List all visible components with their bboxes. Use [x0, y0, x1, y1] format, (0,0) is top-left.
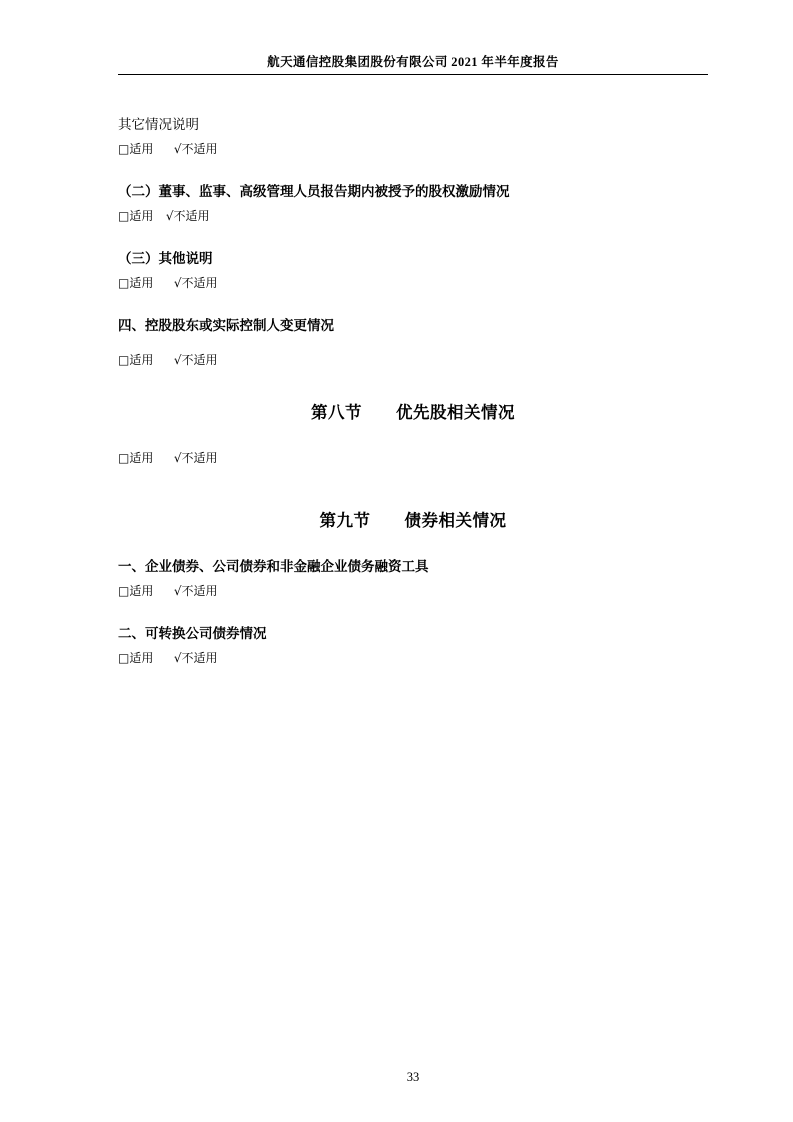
- heading-other-notes: 其它情况说明: [118, 117, 199, 132]
- checkbox-applicable[interactable]: □适用: [118, 584, 154, 598]
- spacer: [118, 536, 708, 554]
- checkbox-applicable[interactable]: □适用: [118, 353, 154, 367]
- heading-equity-incentive: （二）董事、监事、高级管理人员报告期内被授予的股权激励情况: [118, 184, 510, 199]
- spacer: [118, 428, 708, 446]
- checkbox-not-applicable-checked[interactable]: √不适用: [173, 276, 218, 290]
- checkbox-applicable[interactable]: □适用: [118, 209, 154, 223]
- spacer: [118, 228, 708, 246]
- section-title-nine: [118, 506, 708, 536]
- header-divider: [118, 74, 708, 75]
- applicability-row: [118, 348, 708, 372]
- checkbox-applicable[interactable]: □适用: [118, 651, 154, 665]
- section-title-eight: [118, 398, 708, 428]
- page-content: [118, 0, 708, 1122]
- section-number: 第八节: [311, 403, 362, 422]
- applicability-row: [118, 446, 708, 470]
- heading-other-explanation: （三）其他说明: [118, 251, 213, 266]
- section-number: 第九节: [319, 511, 371, 530]
- checkbox-not-applicable-checked[interactable]: √不适用: [173, 142, 218, 156]
- applicability-row: [118, 137, 708, 161]
- spacer: [118, 161, 708, 179]
- checkbox-applicable[interactable]: □适用: [118, 142, 154, 156]
- spacer: [118, 338, 708, 348]
- applicability-row: [118, 579, 708, 603]
- checkbox-applicable[interactable]: □适用: [118, 451, 154, 465]
- checkbox-not-applicable-checked[interactable]: √不适用: [173, 584, 218, 598]
- heading-controlling-shareholder-change: 四、控股股东或实际控制人变更情况: [118, 318, 334, 333]
- checkbox-applicable[interactable]: □适用: [118, 276, 154, 290]
- spacer: [118, 603, 708, 621]
- checkbox-not-applicable-checked[interactable]: √不适用: [173, 353, 218, 367]
- document-body: [118, 112, 708, 670]
- applicability-row: [118, 271, 708, 295]
- heading-convertible-bonds: 二、可转换公司债券情况: [118, 626, 267, 641]
- checkbox-not-applicable-checked[interactable]: √不适用: [165, 209, 210, 223]
- heading-corporate-bonds: 一、企业债券、公司债券和非金融企业债务融资工具: [118, 559, 429, 574]
- checkbox-not-applicable-checked[interactable]: √不适用: [173, 451, 218, 465]
- applicability-row: [118, 204, 708, 228]
- spacer: [118, 470, 708, 506]
- spacer: [118, 372, 708, 398]
- page-number: 33: [406, 1070, 420, 1084]
- section-name: 债券相关情况: [404, 511, 507, 530]
- section-name: 优先股相关情况: [396, 403, 515, 422]
- checkbox-not-applicable-checked[interactable]: √不适用: [173, 651, 218, 665]
- page-header: 航天通信控股集团股份有限公司 2021 年半年度报告: [267, 55, 559, 69]
- applicability-row: [118, 646, 708, 670]
- spacer: [118, 295, 708, 313]
